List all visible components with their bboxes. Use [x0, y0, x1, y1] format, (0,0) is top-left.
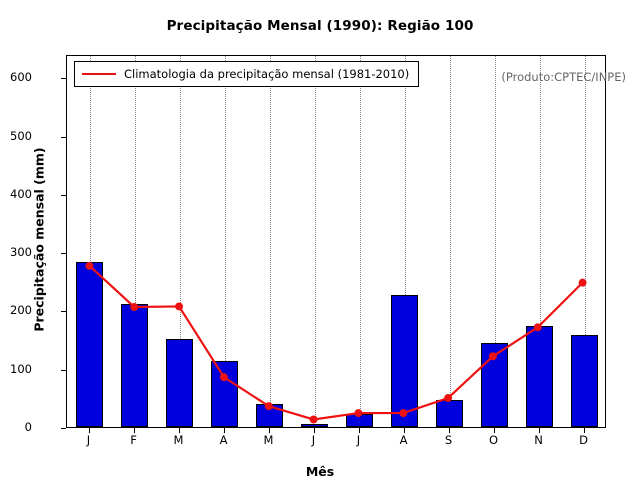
y-axis-tick-label: 0: [24, 420, 32, 434]
x-axis-tick-label: J: [356, 433, 361, 447]
plot-area: [66, 55, 606, 428]
data-point-marker: [489, 352, 497, 360]
x-axis-tick-mark: [314, 428, 315, 433]
x-axis-tick-label: A: [399, 433, 408, 447]
x-axis-tick-label: A: [219, 433, 228, 447]
x-axis-tick-mark: [494, 428, 495, 433]
x-axis-tick-label: N: [534, 433, 543, 447]
x-axis-tick-mark: [584, 428, 585, 433]
x-axis-tick-mark: [359, 428, 360, 433]
y-axis-tick-mark: [61, 78, 66, 79]
x-axis-tick-mark: [269, 428, 270, 433]
y-axis-tick-mark: [61, 311, 66, 312]
y-axis-tick-mark: [61, 253, 66, 254]
x-axis-tick-label: O: [488, 433, 499, 447]
x-axis-tick-label: J: [311, 433, 316, 447]
data-point-marker: [265, 402, 273, 410]
y-axis-label: Precipitação mensal (mm): [31, 147, 47, 332]
climatology-line-series: [67, 56, 605, 427]
x-axis-tick-mark: [134, 428, 135, 433]
data-point-marker: [130, 303, 138, 311]
data-point-marker: [310, 415, 318, 423]
y-axis-tick-mark: [61, 428, 66, 429]
x-axis-tick-label: J: [86, 433, 91, 447]
y-axis-tick-label: 500: [10, 128, 32, 143]
x-axis-label: Mês: [305, 464, 335, 479]
y-axis-tick-mark: [61, 195, 66, 196]
x-axis-tick-label: F: [130, 433, 137, 447]
x-axis-tick-label: D: [579, 433, 588, 447]
x-axis-tick-mark: [539, 428, 540, 433]
x-axis-tick-label: M: [173, 433, 184, 447]
chart-legend: [74, 61, 419, 87]
x-axis-tick-mark: [449, 428, 450, 433]
x-axis-tick-mark: [404, 428, 405, 433]
y-axis-tick-label: 200: [10, 303, 32, 318]
producer-annotation: (Produto:CPTEC/INPE): [501, 70, 626, 84]
data-point-marker: [220, 373, 228, 381]
data-point-marker: [85, 262, 93, 270]
x-axis-tick-mark: [179, 428, 180, 433]
y-axis-tick-mark: [61, 370, 66, 371]
y-axis-tick-mark: [61, 137, 66, 138]
legend-line-swatch: [82, 73, 116, 75]
y-axis-tick-label: 300: [10, 245, 32, 260]
y-axis-tick-label: 400: [10, 186, 32, 201]
x-axis-tick-mark: [89, 428, 90, 433]
y-axis-tick-label: 100: [10, 361, 32, 376]
chart-title: Precipitação Mensal (1990): Região 100: [166, 18, 474, 34]
climatology-line: [89, 266, 582, 420]
data-point-marker: [579, 279, 587, 287]
data-point-marker: [534, 323, 542, 331]
legend-entry-label: Climatologia da precipitação mensal (1981-2010): [124, 67, 410, 81]
x-axis-tick-label: M: [263, 433, 274, 447]
data-point-marker: [399, 409, 407, 417]
y-axis-tick-label: 600: [10, 70, 32, 85]
data-point-marker: [444, 394, 452, 402]
x-axis-tick-label: S: [444, 433, 453, 447]
data-point-marker: [354, 409, 362, 417]
data-point-marker: [175, 302, 183, 310]
x-axis-tick-mark: [224, 428, 225, 433]
